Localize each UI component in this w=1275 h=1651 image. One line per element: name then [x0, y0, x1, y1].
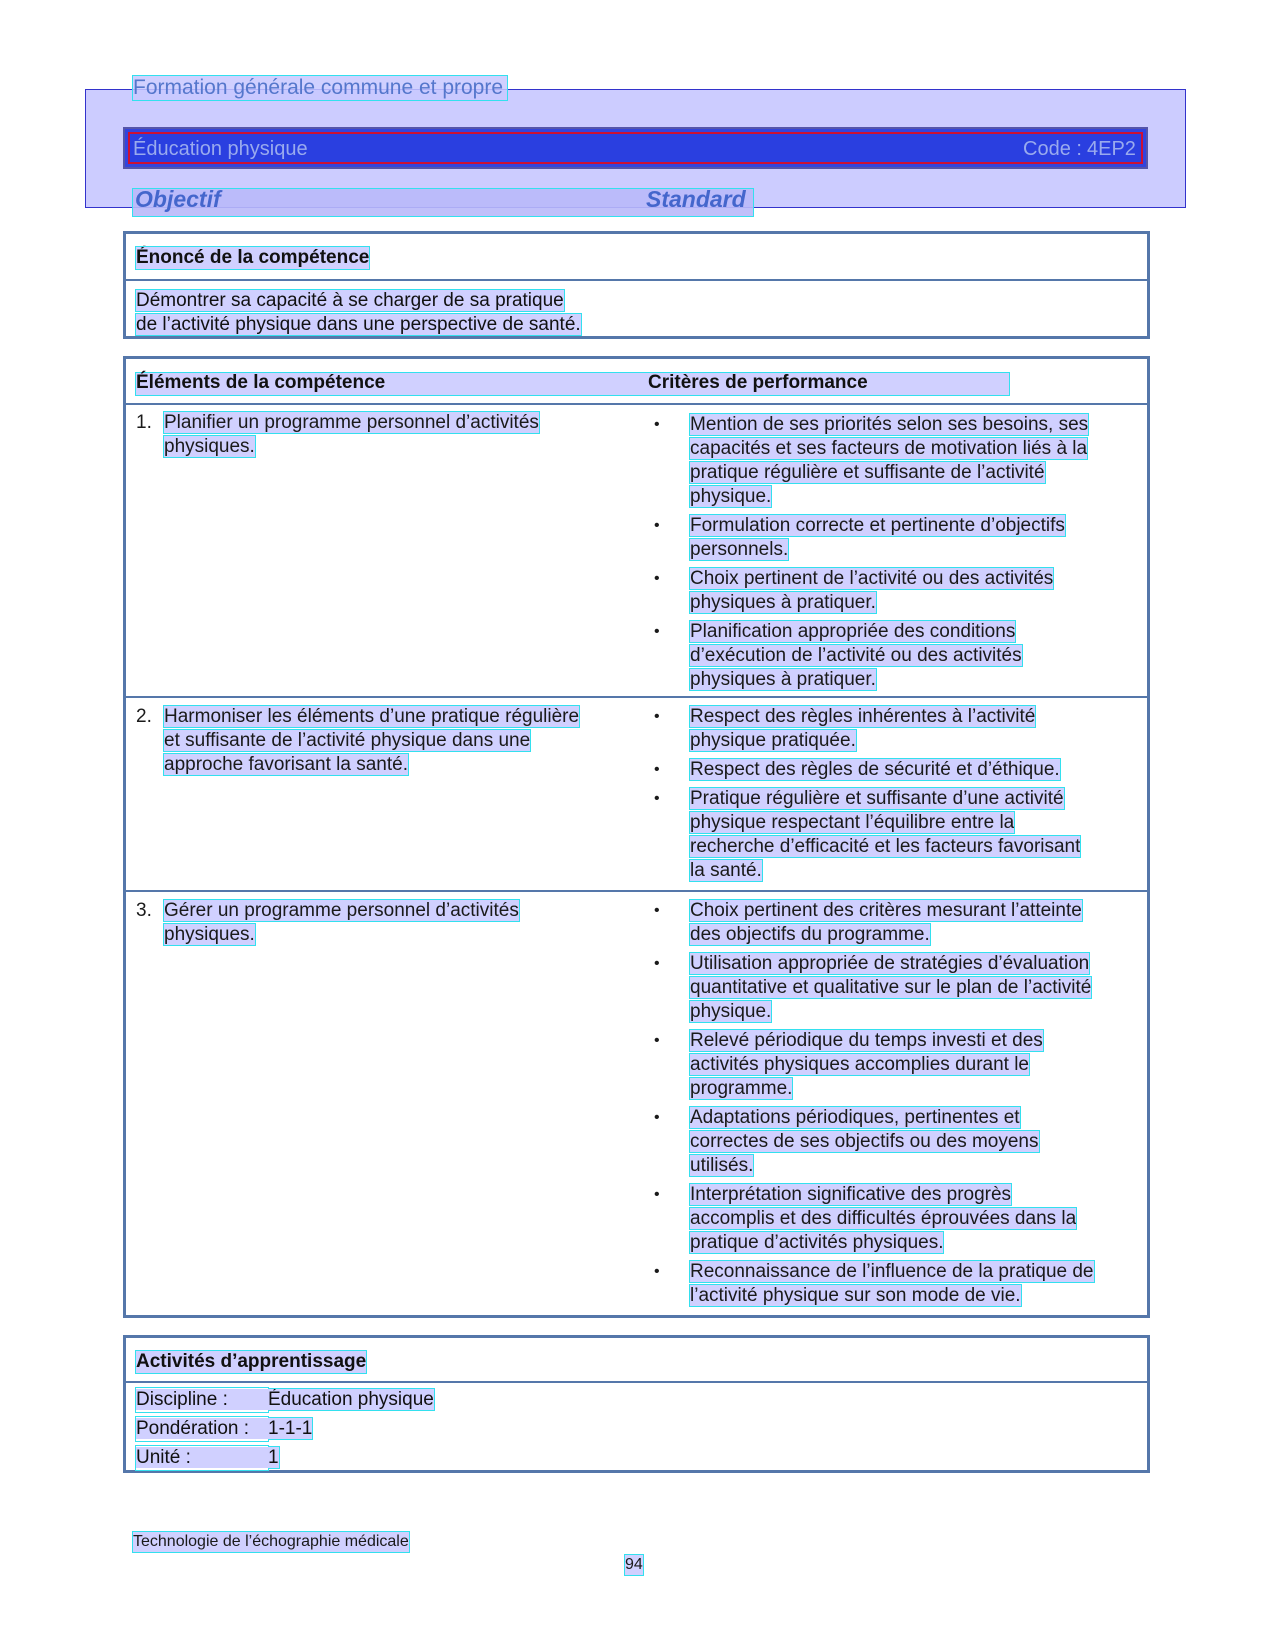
- criterion-line: correctes de ses objectifs ou des moyens: [690, 1131, 1039, 1152]
- criterion-line: Respect des règles inhérentes à l’activité: [690, 706, 1036, 727]
- criterion-line: Utilisation appropriée de stratégies d’évaluation: [690, 953, 1090, 974]
- list-item: [654, 952, 1124, 1024]
- criterion-line: capacités et ses facteurs de motivation liés à la: [690, 438, 1088, 459]
- criterion-line: physique respectant l’équilibre entre la: [690, 812, 1015, 833]
- criterion-line: physique.: [690, 1001, 772, 1022]
- activites-heading: Activités d’apprentissage: [136, 1351, 367, 1372]
- bullet-icon: •: [654, 902, 660, 919]
- discipline-title: Éducation physique: [133, 138, 308, 160]
- criterion-line: quantitative et qualitative sur le plan de l’activité: [690, 977, 1092, 998]
- criterion-line: Reconnaissance de l’influence de la pratique de: [690, 1261, 1094, 1282]
- bullet-icon: •: [654, 1109, 660, 1126]
- criterion-line: Choix pertinent des critères mesurant l’atteinte: [690, 900, 1082, 921]
- criterion-line: Formulation correcte et pertinente d’objectifs: [690, 515, 1065, 536]
- element-number: 1.: [136, 412, 152, 433]
- list-item: [654, 514, 1124, 562]
- row-divider: [126, 890, 1147, 892]
- discipline-value: Éducation physique: [268, 1389, 434, 1410]
- code-label: Code :: [1023, 138, 1082, 160]
- unite-label: Unité :: [136, 1447, 191, 1468]
- element-line: Planifier un programme personnel d’activités: [164, 412, 539, 433]
- list-item: [654, 1106, 1124, 1178]
- bullet-icon: •: [654, 1032, 660, 1049]
- criterion-line: l’activité physique sur son mode de vie.: [690, 1285, 1021, 1306]
- criterion-line: Pratique régulière et suffisante d’une activité: [690, 788, 1064, 809]
- criterion-line: Respect des règles de sécurité et d’éthique.: [690, 759, 1060, 780]
- objectif-label: Objectif: [135, 186, 221, 212]
- list-item: [654, 899, 1124, 947]
- criterion-line: personnels.: [690, 539, 789, 560]
- unite-field: [136, 1447, 279, 1468]
- criterion-line: pratique régulière et suffisante de l’activité: [690, 462, 1045, 483]
- criterion-line: physique.: [690, 486, 772, 507]
- code-value: 4EP2: [1087, 138, 1136, 160]
- bullet-icon: •: [654, 1186, 660, 1203]
- formation-title: Formation générale commune et propre: [133, 76, 507, 100]
- criterion-line: utilisés.: [690, 1155, 754, 1176]
- criteria-list: [654, 899, 1124, 1313]
- criterion-line: physiques à pratiquer.: [690, 592, 876, 613]
- criterion-line: Relevé périodique du temps investi et des: [690, 1030, 1043, 1051]
- ponderation-row: [136, 1417, 312, 1441]
- enonce-heading: Énoncé de la compétence: [136, 247, 370, 268]
- element-line: physiques.: [164, 924, 255, 945]
- criteria-list: [654, 705, 1124, 888]
- standard-label: Standard: [646, 186, 746, 212]
- bullet-icon: •: [654, 955, 660, 972]
- bullet-icon: •: [654, 517, 660, 534]
- list-item: [654, 1260, 1124, 1308]
- criterion-line: Mention de ses priorités selon ses besoins, ses: [690, 414, 1089, 435]
- list-item: [654, 1183, 1124, 1255]
- bullet-icon: •: [654, 708, 660, 725]
- bullet-icon: •: [654, 761, 660, 778]
- footer-program: Technologie de l’échographie médicale: [133, 1533, 409, 1550]
- criterion-line: Planification appropriée des conditions: [690, 621, 1016, 642]
- enonce-line: Démontrer sa capacité à se charger de sa pratique: [136, 290, 564, 311]
- unite-value: 1: [268, 1447, 279, 1468]
- element-line: approche favorisant la santé.: [164, 754, 408, 775]
- element-line: Gérer un programme personnel d’activités: [164, 900, 519, 921]
- ponderation-label: Pondération :: [136, 1418, 250, 1439]
- enonce-divider: [126, 279, 1147, 281]
- unite-row: [136, 1446, 279, 1470]
- criterion-line: programme.: [690, 1078, 793, 1099]
- criterion-line: d’exécution de l’activité ou des activités: [690, 645, 1022, 666]
- list-item: [654, 705, 1124, 753]
- ponderation-field: [136, 1418, 312, 1439]
- list-item: [654, 413, 1124, 509]
- criteres-heading: Critères de performance: [648, 372, 868, 393]
- criterion-line: des objectifs du programme.: [690, 924, 930, 945]
- criterion-line: activités physiques accomplies durant le: [690, 1054, 1030, 1075]
- element-number: 3.: [136, 900, 152, 921]
- criterion-line: la santé.: [690, 860, 762, 881]
- criterion-line: physiques à pratiquer.: [690, 669, 876, 690]
- element-line: Harmoniser les éléments d’une pratique régulière: [164, 706, 580, 727]
- criterion-line: Adaptations périodiques, pertinentes et: [690, 1107, 1020, 1128]
- bullet-icon: •: [654, 790, 660, 807]
- elements-heading: Éléments de la compétence: [136, 372, 386, 393]
- criterion-line: accomplis et des difficultés éprouvées dans la: [690, 1208, 1077, 1229]
- list-item: [654, 567, 1124, 615]
- enonce-text: [136, 289, 581, 337]
- list-item: [654, 1029, 1124, 1101]
- competence-table: [123, 356, 1150, 1318]
- discipline-field: [136, 1389, 434, 1410]
- criterion-line: Interprétation significative des progrès: [690, 1184, 1012, 1205]
- ponderation-value: 1-1-1: [268, 1418, 313, 1439]
- criterion-line: physique pratiquée.: [690, 730, 856, 751]
- element-line: physiques.: [164, 436, 255, 457]
- row-divider: [126, 696, 1147, 698]
- page-number: 94: [625, 1556, 643, 1573]
- activites-divider: [126, 1381, 1147, 1383]
- bullet-icon: •: [654, 1263, 660, 1280]
- activites-box: [123, 1335, 1150, 1473]
- discipline-label: Discipline :: [136, 1389, 228, 1410]
- discipline-row: [136, 1388, 434, 1412]
- list-item: [654, 620, 1124, 692]
- element-text: [164, 705, 619, 777]
- element-number: 2.: [136, 706, 152, 727]
- header-divider: [126, 403, 1147, 405]
- bullet-icon: •: [654, 570, 660, 587]
- list-item: [654, 758, 1124, 782]
- enonce-box: [123, 231, 1150, 339]
- enonce-line: de l’activité physique dans une perspective de santé.: [136, 314, 581, 335]
- element-text: [164, 411, 619, 459]
- criterion-line: pratique d’activités physiques.: [690, 1232, 944, 1253]
- criteria-list: [654, 413, 1124, 697]
- element-line: et suffisante de l’activité physique dans une: [164, 730, 531, 751]
- list-item: [654, 787, 1124, 883]
- element-text: [164, 899, 619, 947]
- bullet-icon: •: [654, 416, 660, 433]
- bullet-icon: •: [654, 623, 660, 640]
- criterion-line: Choix pertinent de l’activité ou des activités: [690, 568, 1054, 589]
- criterion-line: recherche d’efficacité et les facteurs favorisant: [690, 836, 1081, 857]
